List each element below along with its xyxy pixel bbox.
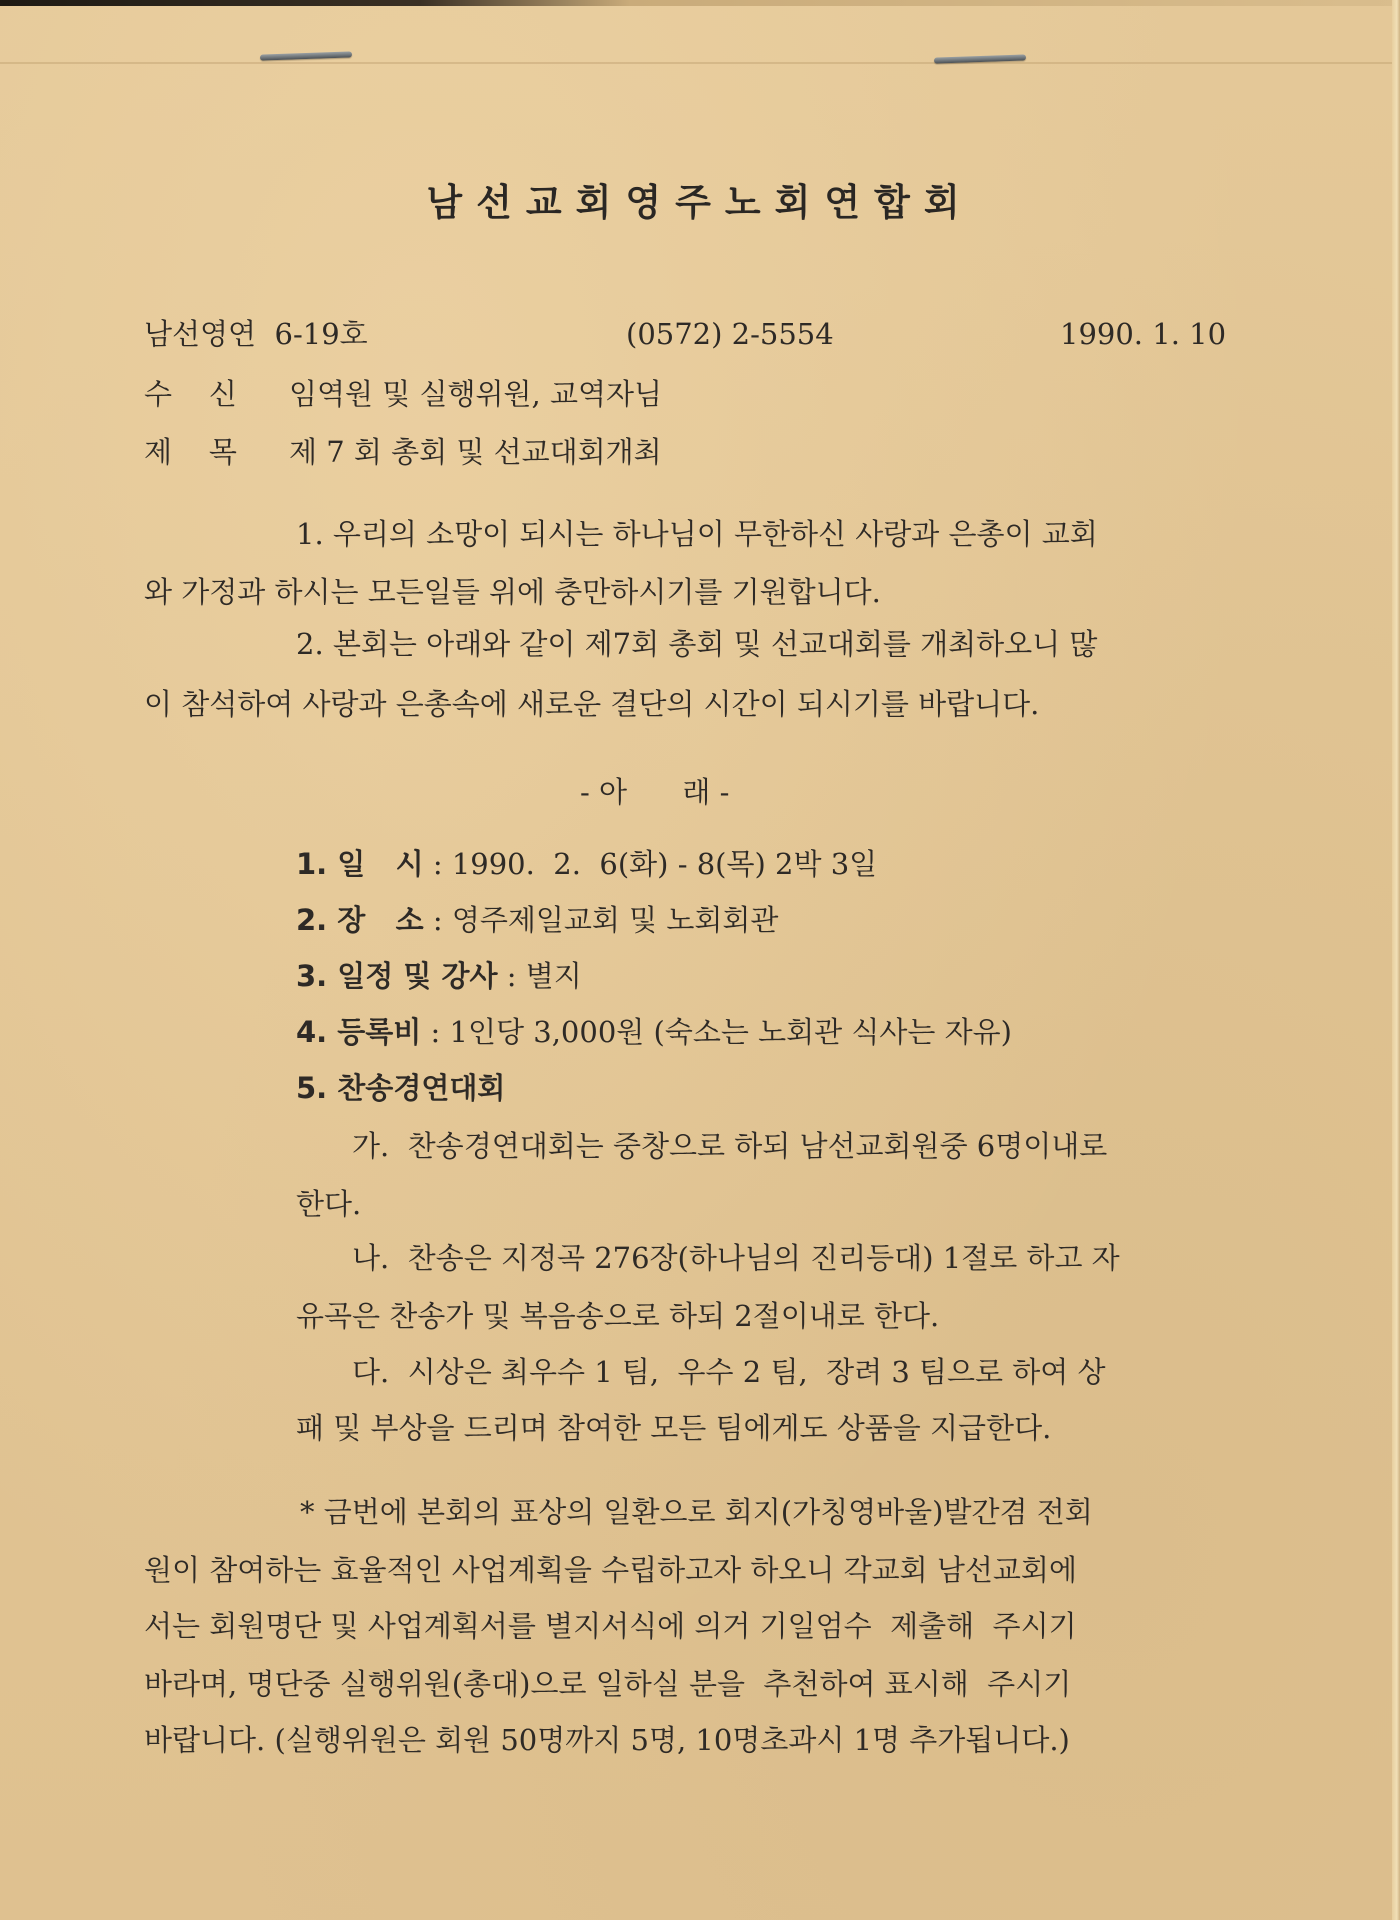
paragraph-2-line-1: 2. 본회는 아래와 같이 제7회 총회 및 선교대회를 개최하오니 많 [296,627,1098,661]
note-line-3: 서는 회원명단 및 사업계획서를 별지서식에 의거 기일엄수 제출해 주시기 [144,1609,1077,1643]
reference-line [144,317,368,351]
subject-label: 제 목 [144,435,237,469]
contest-da-line-1: 다. 시상은 최우수 1 팀, 우수 2 팀, 장려 3 팀으로 하여 상 [352,1355,1106,1389]
recipient-value: 임역원 및 실행위원, 교역자님 [289,377,663,411]
staple-icon [260,51,352,60]
item-place [296,903,779,937]
subject-value: 제 7 회 총회 및 선교대회개최 [289,435,662,469]
below-heading: - 아 래 - [580,775,730,809]
contest-da-line-2: 패 및 부상을 드리며 참여한 모든 팀에게도 상품을 지급한다. [296,1411,1052,1445]
document-title: 남선교회영주노회연합회 [426,181,974,224]
phone-number: (0572) 2-5554 [626,317,834,351]
contest-ga-line-2: 한다. [296,1187,362,1221]
item-value: : 별지 [497,959,582,993]
document-date: 1990. 1. 10 [1060,317,1227,351]
item-label: 2. 장 소 [296,903,424,937]
ref-label: 남선영연 [144,317,257,351]
paragraph-2-line-2: 이 참석하여 사랑과 은총속에 새로운 결단의 시간이 되시기를 바랍니다. [144,687,1040,721]
item-schedule [296,959,582,993]
note-line-5: 바랍니다. (실행위원은 회원 50명까지 5명, 10명초과시 1명 추가됩니다.) [144,1723,1070,1757]
recipient-label: 수 신 [144,377,237,411]
recipient-line [144,377,663,411]
item-label: 4. 등록비 [296,1015,422,1049]
item-fee [296,1015,1012,1049]
paper-right-edge [1392,0,1400,1920]
note-line-4: 바라며, 명단중 실행위원(총대)으로 일하실 분을 추천하여 표시해 주시기 [144,1667,1072,1701]
contest-na-line-1: 나. 찬송은 지정곡 276장(하나님의 진리등대) 1절로 하고 자 [352,1241,1120,1275]
paper-fold-line [0,62,1400,64]
paragraph-1-line-1: 1. 우리의 소망이 되시는 하나님이 무한하신 사랑과 은총이 교회 [296,517,1098,551]
ref-number: 6-19호 [274,317,368,351]
paragraph-1-line-2: 와 가정과 하시는 모든일들 위에 충만하시기를 기원합니다. [144,575,881,609]
item-value: : 1990. 2. 6(화) - 8(목) 2박 3일 [423,847,878,881]
item-date [296,847,878,881]
contest-ga-line-1: 가. 찬송경연대회는 중창으로 하되 남선교회원중 6명이내로 [352,1129,1108,1163]
note-line-1: * 금번에 본회의 표상의 일환으로 회지(가칭영바울)발간겸 전회 [300,1495,1093,1529]
item-label: 1. 일 시 [296,847,424,881]
subject-line [144,435,662,469]
item-contest [296,1071,506,1105]
contest-na-line-2: 유곡은 찬송가 및 복음송으로 하되 2절이내로 한다. [296,1299,940,1333]
item-label: 3. 일정 및 강사 [296,959,498,993]
scan-top-edge [0,0,1400,6]
item-label: 5. 찬송경연대회 [296,1071,506,1105]
note-line-2: 원이 참여하는 효율적인 사업계획을 수립하고자 하오니 각교회 남선교회에 [144,1553,1077,1587]
item-value: : 영주제일교회 및 노회회관 [423,903,779,937]
item-value: : 1인당 3,000원 (숙소는 노회관 식사는 자유) [421,1015,1012,1049]
